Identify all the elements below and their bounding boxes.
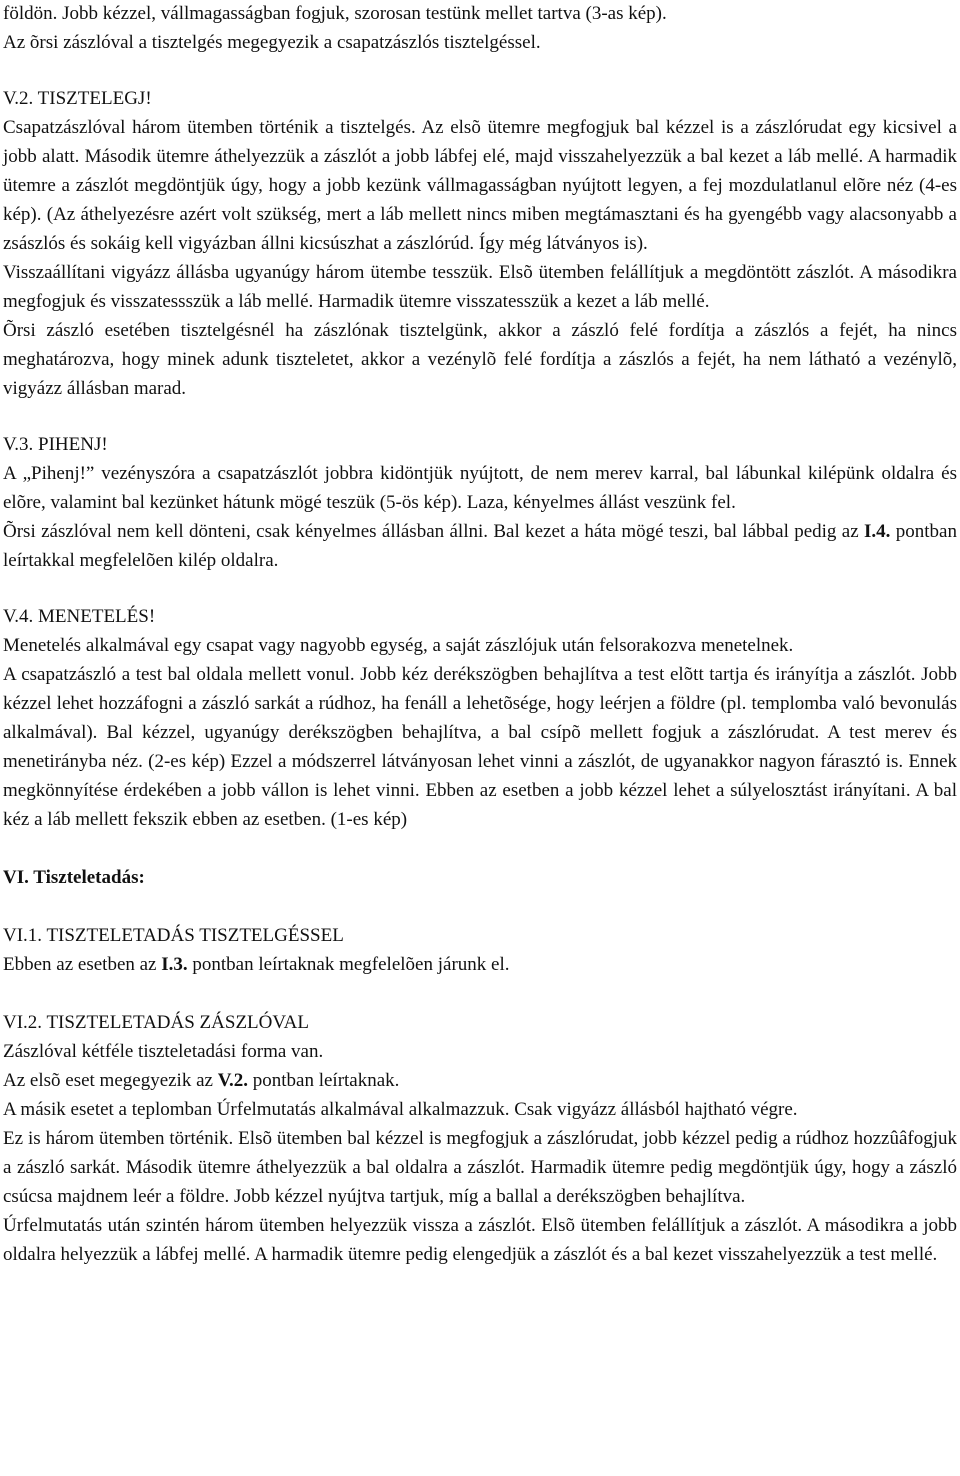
paragraph-v2-1: Csapatzászlóval három ütemben történik a tisztelgés. Az elsõ ütemre megfogjuk bal kézzel is a zászlórudat egy kicsivel a jobb alatt. Második ütemre áthelyezzük a zászlót a jobb lábfej elé, majd visszahelyezzük a bal kezet a láb mellé. A harmadik ütemre a zászlót megdöntjük úgy, hogy a jobb kezünk vállmagasságban nyújtott legyen, a fej mozdulatlanul elõre néz (4-es kép). (Az áthelyezésre azért volt szükség, mert a láb mellett nincs miben megtámasztani és ha gyengébb vagy alacsonyabb a zsászlós és sokáig kell vigyázban állni kicsúszhat a zászlórúd. Így még látványos is).: [3, 117, 957, 254]
document-page: [3, 0, 957, 1269]
paragraph-vi2-5: Úrfelmutatás után szintén három ütemben helyezzük vissza a zászlót. Elsõ ütemben felállítjuk a zászlót. A másodikra a jobb oldalra helyezzük a lábfej mellé. A harmadik ütemre pedig elengedjük a zászlót és a bal kezet visszahelyezzük a test mellé.: [3, 1215, 957, 1265]
reference-v2: V.2.: [217, 1070, 248, 1091]
reference-i3: I.3.: [161, 954, 188, 975]
paragraph-v2-2: Visszaállítani vigyázz állásba ugyanúgy három ütembe tesszük. Elsõ ütemben felállítjuk a megdöntött zászlót. A másodikra megfogjuk és visszatessszük a láb mellé. Harmadik ütemre visszatesszük a kezet a láb mellé.: [3, 262, 957, 312]
paragraph-v2-3: Õrsi zászló esetében tisztelgésnél ha zászlónak tisztelgünk, akkor a zászló felé fordítja a zászlós a fejét, ha nincs meghatározva, hogy minek adunk tiszteletet, akkor a vezénylõ felé fordítja a zászlós a fejét, ha nem látható a vezénylõ, vigyázz állásban marad.: [3, 320, 957, 399]
heading-vi-tiszteletadas: VI. Tiszteletadás:: [3, 867, 145, 888]
paragraph-vi2-2: [3, 1066, 957, 1095]
paragraph-v3-2: [3, 517, 957, 575]
section-gap: [3, 57, 957, 84]
paragraph-vi1-1: [3, 950, 957, 979]
paragraph-vi1-text-b: pontban leírtaknak megfelelõen járunk el.: [187, 954, 510, 975]
section-gap: [3, 892, 957, 921]
heading-vi2: VI.2. TISZTELETADÁS ZÁSZLÓVAL: [3, 1012, 309, 1033]
reference-i4: I.4.: [864, 521, 891, 542]
heading-vi1: VI.1. TISZTELETADÁS TISZTELGÉSSEL: [3, 925, 344, 946]
paragraph-v3-1: A „Pihenj!” vezényszóra a csapatzászlót jobbra kidöntjük nyújtott, de nem merev karral, bal lábunkal kilépünk oldalra és elõre, valamint bal kezünket hátunk mögé teszük (5-ös kép). Laza, kényelmes állást veszünk fel.: [3, 463, 957, 513]
section-gap: [3, 979, 957, 1008]
intro-line-1: földön. Jobb kézzel, vállmagasságban fogjuk, szorosan testünk mellet tartva (3-as kép).: [3, 3, 667, 24]
paragraph-vi2-2-text-a: Az elsõ eset megegyezik az: [3, 1070, 218, 1091]
heading-v2-tisztelegj: V.2. TISZTELEGJ!: [3, 88, 152, 109]
section-gap: [3, 834, 957, 863]
paragraph-vi1-text-a: Ebben az esetben az: [3, 954, 162, 975]
section-gap: [3, 575, 957, 602]
paragraph-vi2-2-text-b: pontban leírtaknak.: [248, 1070, 400, 1091]
paragraph-v4-1: Menetelés alkalmával egy csapat vagy nagyobb egység, a saját zászlójuk után felsorakozva menetelnek.: [3, 635, 794, 656]
paragraph-v3-2-text-a: Õrsi zászlóval nem kell dönteni, csak kényelmes állásban állni. Bal kezet a háta mögé teszi, bal lábbal pedig az: [3, 521, 865, 542]
paragraph-vi2-3: A másik esetet a teplomban Úrfelmutatás alkalmával alkalmazzuk. Csak vigyázz állásból hajtható végre.: [3, 1099, 798, 1120]
heading-v4-meneteles: V.4. MENETELÉS!: [3, 606, 156, 627]
paragraph-vi2-4: Ez is három ütemben történik. Elsõ ütemben bal kézzel is megfogjuk a zászlórudat, jobb kézzel pedig a rúdhoz hozzûâfogjuk a zászló sarkát. Második ütemre áthelyezzük a bal oldalra a zászlót. Harmadik ütemre pedig megdöntjük úgy, hogy a zászló csúcsa majdnem leér a földre. Jobb kézzel nyújtva tartjuk, míg a ballal a derékszögben behajlítva.: [3, 1128, 957, 1207]
paragraph-vi2-1: Zászlóval kétféle tiszteletadási forma van.: [3, 1041, 324, 1062]
paragraph-v4-2: A csapatzászló a test bal oldala mellett vonul. Jobb kéz derékszögben behajlítva a test elõtt tartja és irányítja a zászlót. Jobb kézzel lehet hozzáfogni a zászló sarkát a rúdhoz, ha fenáll a lehetõsége, hogy leérjen a földre (pl. templomba való bevonulás alkalmával). Bal kézzel, ugyanúgy derékszögben behajlítva, a bal csípõ mellett fogjuk a zászlórudat. A test merev és menetirányba néz. (2-es kép) Ezzel a módszerrel látványosan lehet vinni a zászlót, de ugyanakkor nagyon fárasztó is. Ennek megkönnyítése érdekében a jobb vállon is lehet vinni. Ebben az esetben a jobb kézzel lehet a súlyelosztást irányítani. A bal kéz a láb mellett fekszik ebben az esetben. (1-es kép): [3, 664, 957, 830]
heading-v3-pihenj: V.3. PIHENJ!: [3, 434, 108, 455]
section-gap: [3, 403, 957, 430]
intro-line-2: Az õrsi zászlóval a tisztelgés megegyezik a csapatzászlós tisztelgéssel.: [3, 32, 541, 53]
paragraph-v3-2-text-b: pontban leírtakkal megfelelõen kilép oldalra.: [3, 521, 957, 571]
